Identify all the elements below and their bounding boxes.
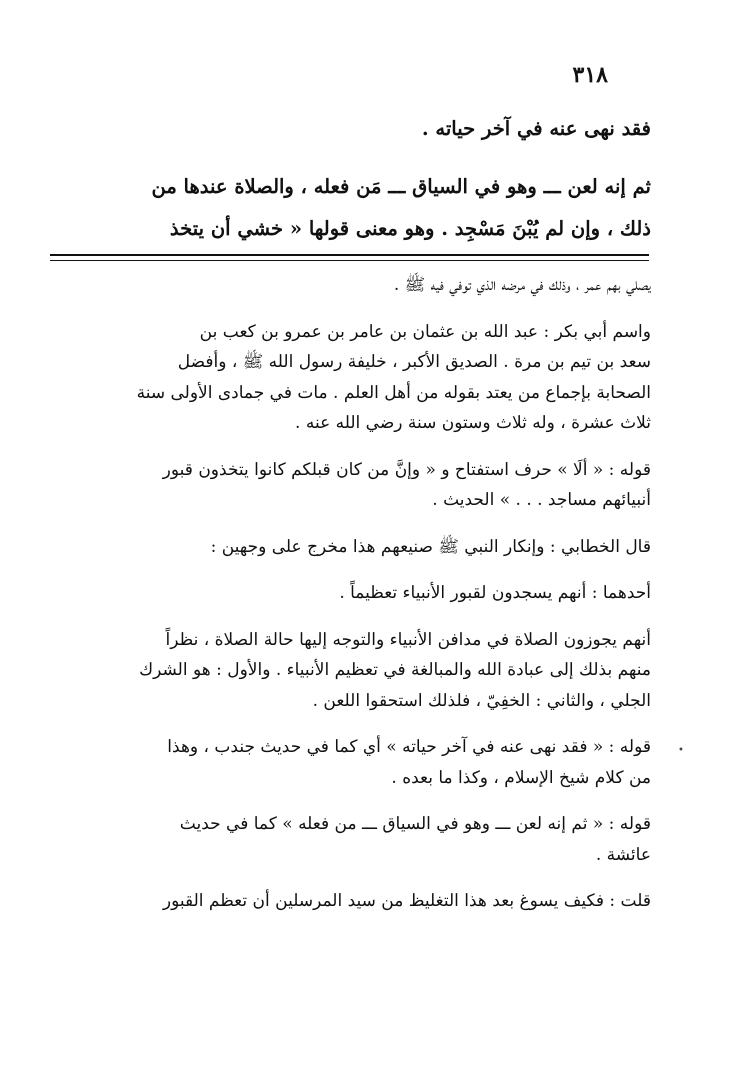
note-paragraph-6	[50, 625, 651, 717]
text-line: فقد نهى عنه في آخر حياته .	[421, 117, 651, 140]
text-line: أنبيائهم مساجد . . . » الحديث .	[432, 490, 651, 510]
text-line: ثلاث عشرة ، وله ثلاث وستون سنة رضي الله عنه .	[295, 413, 651, 433]
text-line: سعد بن تيم بن مرة . الصديق الأكبر ، خليفة رسول الله ﷺ ، وأفضل	[177, 352, 651, 372]
footnote-divider-thin	[50, 260, 649, 261]
text-line: قوله : « ثم إنه لعن ـــ وهو في السياق ـــ من فعله » كما في حديث	[179, 814, 651, 834]
text-line: ثم إنه لعن ـــ وهو في السياق ـــ مَن فعله ، والصلاة عندها من	[151, 175, 651, 198]
note-paragraph-1	[50, 270, 651, 301]
text-line: أنهم يجوزون الصلاة في مدافن الأنبياء والتوجه إليها حالة الصلاة ، نظراً	[165, 629, 651, 650]
main-text	[50, 108, 651, 250]
footnote-divider	[50, 254, 649, 256]
note-paragraph-3	[50, 455, 651, 516]
text-line: ذلك ، وإن لم يُبْنَ مَسْجِد . وهو معنى قولها « خشي أن يتخذ	[169, 217, 651, 240]
text-line: يصلي بهم عمر ، وذلك في مرضه الذي توفي فيه ﷺ .	[393, 275, 651, 295]
text-line: قال الخطابي : وإنكار النبي ﷺ صنيعهم هذا مخرج على وجهين :	[210, 536, 651, 557]
text-line: الجلي ، والثاني : الخفِيّ ، فلذلك استحقوا اللعن .	[312, 690, 651, 711]
margin-mark: •	[678, 745, 684, 756]
page-number: ٣١٨	[572, 62, 608, 88]
note-paragraph-9	[50, 886, 651, 917]
note-paragraph-8	[50, 809, 651, 870]
text-line: أحدهما : أنهم يسجدون لقبور الأنبياء تعظيماً .	[339, 583, 651, 603]
text-line: منهم بذلك إلى عبادة الله والمبالغة في تعظيم الأنبياء . والأول : هو الشرك	[139, 660, 651, 680]
text-line: الصحابة بإجماع من يعتد بقوله من أهل العلم . مات في جمادى الأولى سنة	[136, 382, 651, 403]
text-line: واسم أبي بكر : عبد الله بن عثمان بن عامر بن عمرو بن كعب بن	[199, 321, 651, 342]
note-paragraph-2	[50, 317, 651, 439]
main-paragraph-1	[50, 108, 651, 150]
main-paragraph-2	[50, 166, 651, 250]
text-line: قوله : « فقد نهى عنه في آخر حياته » أي كما في حديث جندب ، وهذا	[167, 737, 651, 757]
text-line: عائشة .	[595, 844, 651, 865]
text-line: قوله : « ألَا » حرف استفتاح و « وإنَّ من كان قبلكم كانوا يتخذون قبور	[162, 459, 651, 480]
note-paragraph-4	[50, 532, 651, 563]
footnotes	[50, 270, 651, 917]
note-paragraph-7	[50, 732, 651, 793]
text-line: قلت : فكيف يسوغ بعد هذا التغليظ من سيد المرسلين أن تعظم القبور	[162, 891, 651, 911]
note-paragraph-5	[50, 578, 651, 609]
text-line: من كلام شيخ الإسلام ، وكذا ما بعده .	[391, 767, 651, 788]
